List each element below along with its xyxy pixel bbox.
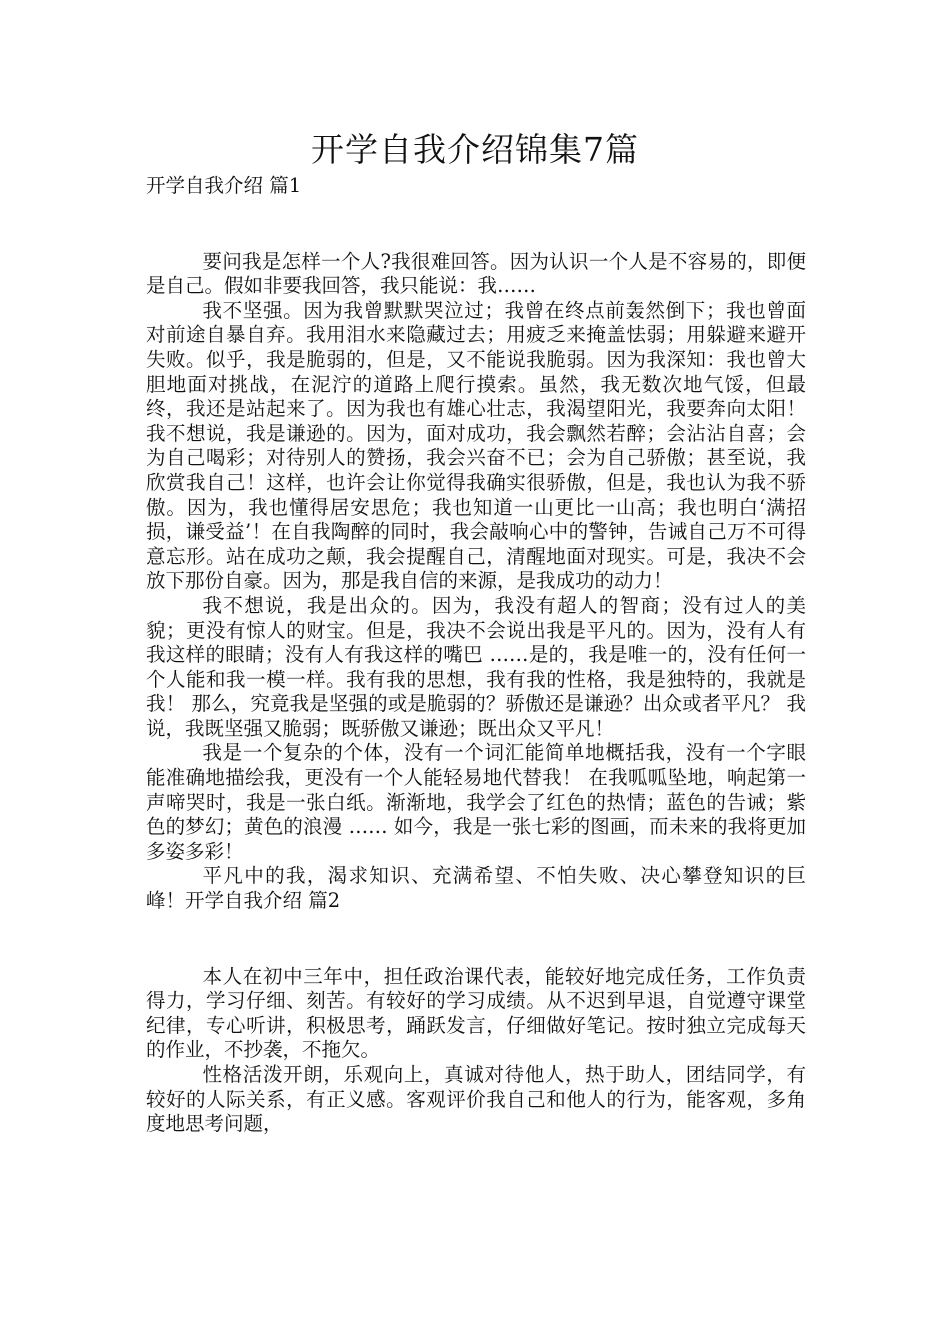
- section-1-paragraph-4: 我是一个复杂的个体，没有一个词汇能简单地概括我，没有一个字眼能准确地描绘我，更没有一个人能轻易地代替我！ 在我呱呱坠地，响起第一声啼哭时，我是一张白纸。渐渐地，我学会了红色的热情；蓝色的告诫；紫色的梦幻；黄色的浪漫 …… 如今，我是一张七彩的图画，而未来的我将更加多姿多彩！: [146, 741, 806, 863]
- section-gap: [146, 914, 806, 965]
- section-1-paragraph-2: 我不坚强。因为我曾默默哭泣过；我曾在终点前轰然倒下；我也曾面对前途自暴自弃。我用泪水来隐藏过去；用疲乏来掩盖怯弱；用躲避来避开失败。似乎，我是脆弱的，但是，又不能说我脆弱。因为我深知：我也曾大胆地面对挑战，在泥泞的道路上爬行摸索。虽然，我无数次地气馁，但最终，我还是站起来了。因为我也有雄心壮志，我渴望阳光，我要奔向太阳！我不想说，我是谦逊的。因为，面对成功，我会飘然若醉；会沾沾自喜；会为自己喝彩；对待别人的赞扬，我会兴奋不已；会为自己骄傲；甚至说，我欣赏我自己！这样，也许会让你觉得我确实很骄傲，但是，我也认为我不骄傲。因为，我也懂得居安思危；我也知道一山更比一山高；我也明白‘满招损，谦受益’！在自我陶醉的同时，我会敲响心中的警钟，告诫自己万不可得意忘形。站在成功之颠，我会提醒自己，清醒地面对现实。可是，我决不会放下那份自豪。因为，那是我自信的来源，是我成功的动力！: [146, 298, 806, 593]
- document-title: 开学自我介绍锦集7篇: [311, 130, 639, 169]
- section-1-paragraph-1: 要问我是怎样一个人?我很难回答。因为认识一个人是不容易的，即便是自己。假如非要我回答，我只能说：我……: [146, 249, 806, 298]
- section-1-heading: 开学自我介绍 篇1: [146, 174, 302, 197]
- section-1-paragraph-5-text: 平凡中的我，渴求知识、充满希望、不怕失败、决心攀登知识的巨峰！: [146, 864, 806, 913]
- section-gap: [146, 199, 806, 250]
- section-2-paragraph-1: 本人在初中三年中，担任政治课代表，能较好地完成任务，工作负责得力，学习仔细、刻苦。有较好的学习成绩。从不迟到早退，自觉遵守课堂纪律，专心听讲，积极思考，踊跃发言，仔细做好笔记。按时独立完成每天的作业，不抄袭，不拖欠。: [146, 964, 806, 1062]
- section-2-heading: 开学自我介绍 篇2: [185, 889, 341, 913]
- section-1-paragraph-3: 我不想说，我是出众的。因为，我没有超人的智商；没有过人的美貌；更没有惊人的财宝。但是，我决不会说出我是平凡的。因为，没有人有我这样的眼睛；没有人有我这样的嘴巴 ……是的，我是唯一的，没有任何一个人能和我一模一样。我有我的思想，我有我的性格，我是独特的，我就是我！ 那么，究竟我是坚强的或是脆弱的？骄傲还是谦逊？出众或者平凡？ 我说，我既坚强又脆弱；既骄傲又谦逊；既出众又平凡！: [146, 593, 806, 740]
- document-body: [146, 174, 806, 1137]
- section-1-paragraph-5: [146, 864, 806, 913]
- section-2-paragraph-2: 性格活泼开朗，乐观向上，真诚对待他人，热于助人，团结同学，有较好的人际关系，有正义感。客观评价我自己和他人的行为，能客观，多角度地思考问题，: [146, 1063, 806, 1136]
